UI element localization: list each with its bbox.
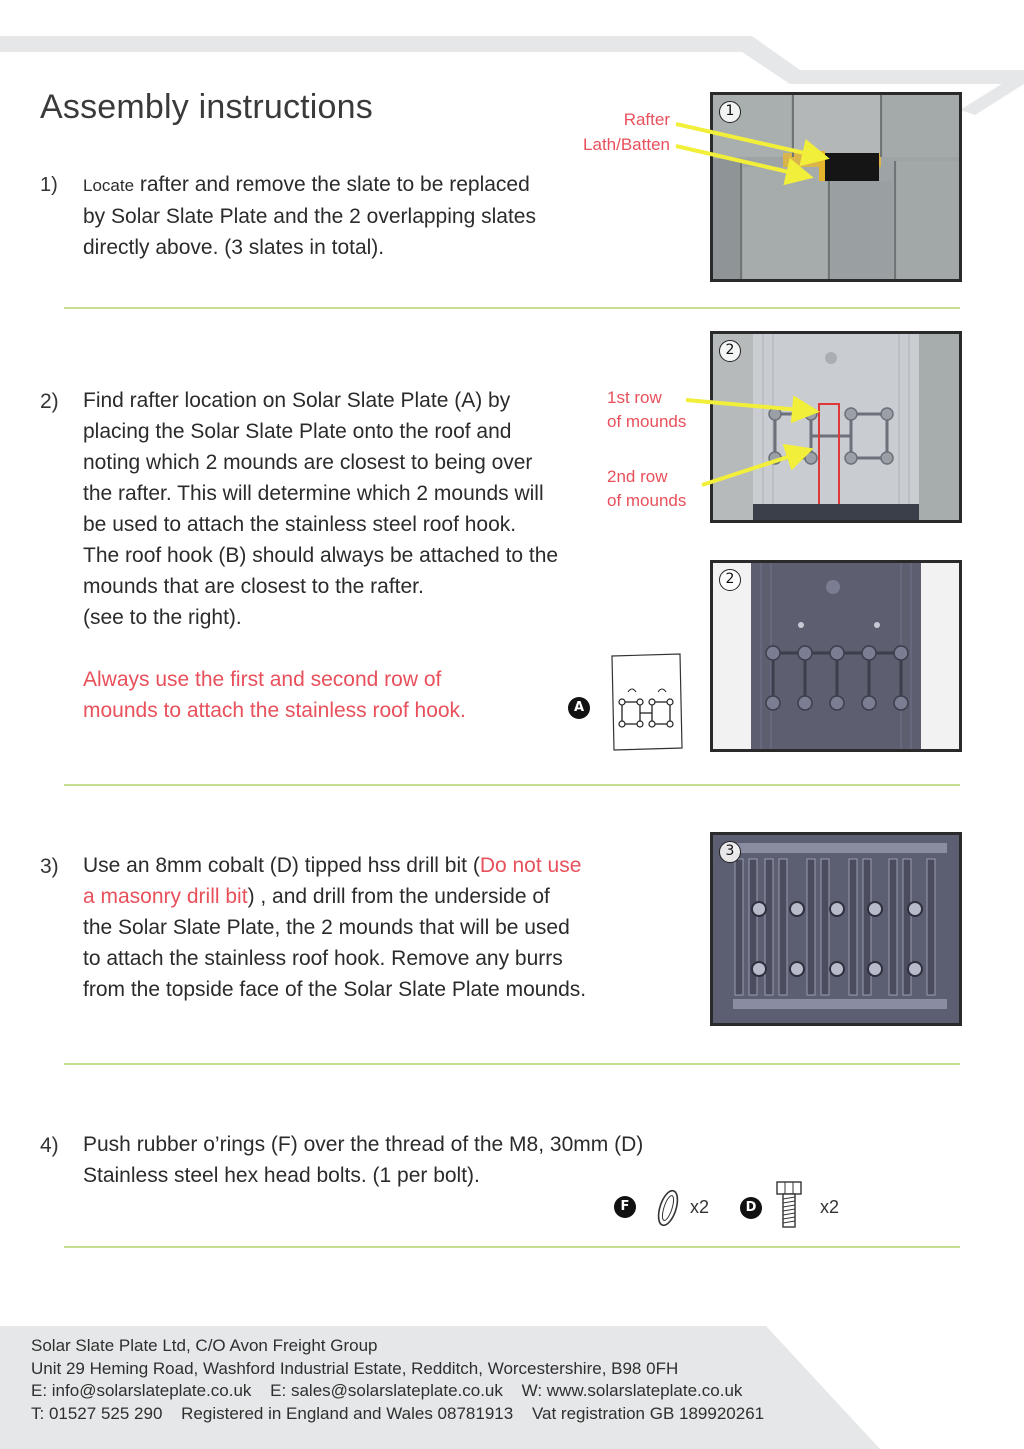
callout-first-row	[607, 386, 686, 434]
section-divider-1	[64, 307, 960, 309]
step-3-line4: to attach the stainless roof hook. Remove any burrs	[83, 947, 563, 970]
callout-second-row	[607, 465, 686, 513]
photo-1-badge: 1	[719, 101, 741, 123]
step-3-line5: from the topside face of the Solar Slate Plate mounds.	[83, 978, 587, 1001]
part-d-quantity: x2	[820, 1197, 840, 1217]
photo-1-roof-slates	[710, 92, 962, 282]
step-2-line: placing the Solar Slate Plate onto the roof and	[83, 420, 512, 443]
step-3-line1: Use an 8mm cobalt (D) tipped hss drill bit (	[83, 854, 480, 877]
warning-line: mounds to attach the stainless roof hook.	[83, 699, 466, 722]
callout-second-row-line1: 2nd row	[607, 467, 668, 486]
part-f-badge: F	[614, 1196, 636, 1218]
step-1-line2: by Solar Slate Plate and the 2 overlapping slates	[83, 205, 536, 228]
step-2-line: The roof hook (B) should always be attached to the	[83, 544, 559, 567]
step-1-line3: directly above. (3 slates in total).	[83, 236, 385, 259]
photo-2-plate-closeup	[710, 560, 962, 752]
page-title: Assembly instructions	[40, 88, 373, 126]
section-divider-3	[64, 1063, 960, 1065]
step-4-number: 4)	[40, 1134, 59, 1157]
footer-email-sales[interactable]: E: sales@solarslateplate.co.uk	[270, 1381, 503, 1400]
step-3-line3: the Solar Slate Plate, the 2 mounds that will be used	[83, 916, 570, 939]
plate-diagram-icon	[608, 652, 686, 752]
photo-3-plate-underside	[710, 832, 962, 1026]
callout-first-row-line2: of mounds	[607, 412, 687, 431]
warning-line: Always use the first and second row of	[83, 668, 442, 691]
footer-company: Solar Slate Plate Ltd, C/O Avon Freight Group	[31, 1336, 378, 1355]
footer-registered: Registered in England and Wales 08781913	[181, 1403, 514, 1423]
step-2-line: noting which 2 mounds are closest to being over	[83, 451, 533, 474]
section-divider-4	[64, 1246, 960, 1248]
footer-phone: T: 01527 525 290	[31, 1403, 163, 1423]
step-1-text	[83, 169, 583, 263]
footer-website[interactable]: W: www.solarslateplate.co.uk	[521, 1381, 743, 1400]
step-2-line: (see to the right).	[83, 606, 242, 629]
step-2-line: Find rafter location on Solar Slate Plate (A) by	[83, 389, 511, 412]
o-ring-icon	[653, 1186, 683, 1230]
step-4-line: Push rubber o’rings (F) over the thread of the M8, 30mm (D)	[83, 1133, 644, 1156]
step-1-line1: rafter and remove the slate to be replaced	[134, 173, 530, 196]
step-2-warning	[83, 664, 543, 726]
section-divider-2	[64, 784, 960, 786]
callout-first-row-line1: 1st row	[607, 388, 662, 407]
part-f-quantity: x2	[690, 1197, 710, 1217]
footer-contact	[31, 1335, 764, 1425]
step-3-line2: ) , and drill from the underside of	[247, 885, 550, 908]
footer-address: Unit 29 Heming Road, Washford Industrial Estate, Redditch, Worcestershire, B98 0FH	[31, 1358, 679, 1378]
part-a-badge: A	[568, 697, 590, 719]
part-d-badge: D	[740, 1197, 762, 1219]
callout-rafter: Rafter	[623, 110, 670, 129]
photo-2-badge: 2	[719, 340, 741, 362]
step-2-line: mounds that are closest to the rafter.	[83, 575, 424, 598]
step-3-warning-a: Do not use	[479, 854, 582, 877]
callout-lath-batten: Lath/Batten	[583, 135, 670, 154]
photo-2b-badge: 2	[719, 569, 741, 591]
step-2-line: the rafter. This will determine which 2 mounds will	[83, 482, 544, 505]
hex-bolt-icon	[774, 1180, 804, 1230]
step-1-lead: Locate	[83, 176, 135, 195]
step-2-text	[83, 385, 603, 633]
step-3-warning-b: a masonry drill bit	[83, 885, 248, 908]
photo-3-badge: 3	[719, 841, 741, 863]
step-2-line: be used to attach the stainless steel roof hook.	[83, 513, 517, 536]
footer-email-info[interactable]: E: info@solarslateplate.co.uk	[31, 1381, 252, 1400]
step-3-number: 3)	[40, 855, 59, 878]
photo-2-plate-on-roof	[710, 331, 962, 523]
callout-second-row-line2: of mounds	[607, 491, 687, 510]
step-1-number: 1)	[40, 174, 58, 196]
step-4-text	[83, 1129, 723, 1191]
footer-vat: Vat registration GB 189920261	[531, 1403, 765, 1423]
step-2-number: 2)	[40, 390, 59, 413]
step-3-text	[83, 850, 643, 1005]
step-4-line: Stainless steel hex head bolts. (1 per bolt).	[83, 1164, 480, 1187]
